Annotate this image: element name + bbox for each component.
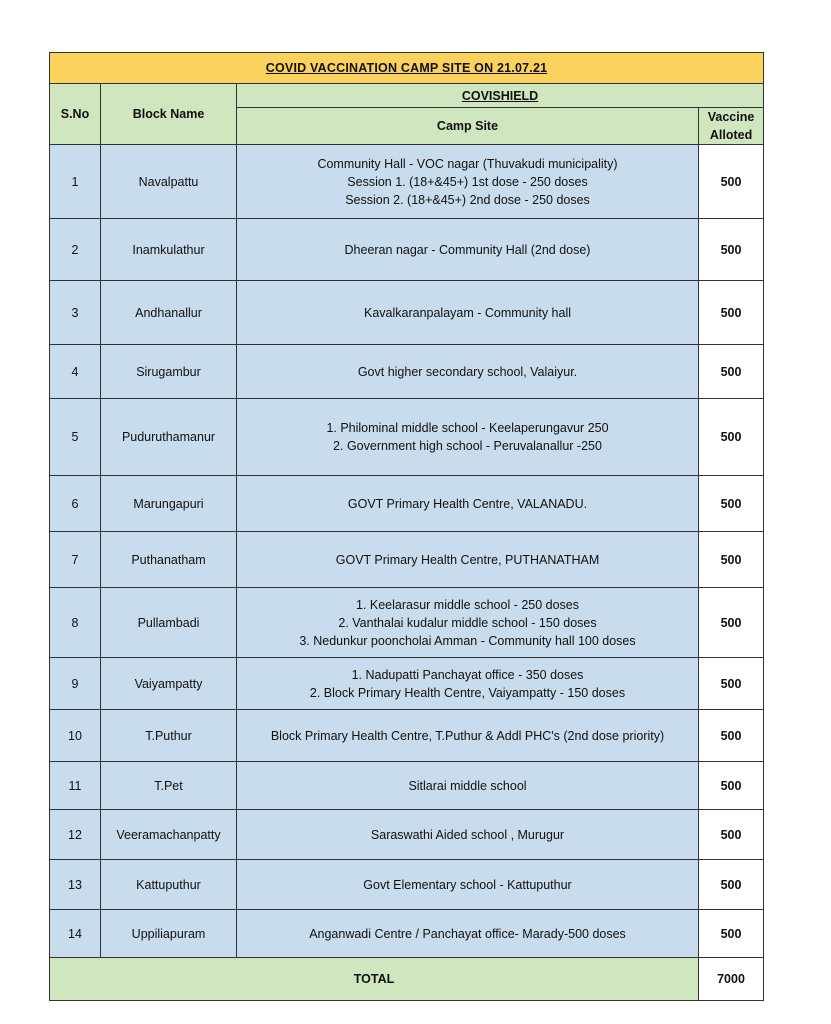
camp-site-line: GOVT Primary Health Centre, PUTHANATHAM [335,552,600,567]
sno-cell: 8 [50,588,101,658]
table-title: COVID VACCINATION CAMP SITE ON 21.07.21 [50,53,764,84]
camp-site-line: Kavalkaranpalayam - Community hall [363,305,572,320]
camp-site-line: 3. Nedunkur pooncholai Amman - Community hall 100 doses [299,633,636,648]
block-name-cell: Puthanatham [101,532,237,588]
camp-site-line: Block Primary Health Centre, T.Puthur & Addl PHC's (2nd dose priority) [270,728,665,743]
table-row [50,762,764,810]
block-name-cell: Marungapuri [101,476,237,532]
sno-cell: 6 [50,476,101,532]
covishield-header: COVISHIELD [237,84,764,108]
block-name-cell: Inamkulathur [101,219,237,281]
camp-site-cell [237,658,699,710]
block-name-cell: T.Puthur [101,710,237,762]
camp-site-line: Govt Elementary school - Kattuputhur [363,877,572,892]
vaccine-alloted-cell: 500 [699,476,764,532]
camp-site-cell [237,399,699,476]
vaccine-alloted-cell: 500 [699,281,764,345]
vaccine-alloted-cell: 500 [699,219,764,281]
sno-cell: 1 [50,145,101,219]
vaccine-alloted-cell: 500 [699,588,764,658]
vaccine-alloted-cell: 500 [699,345,764,399]
camp-site-line: 2. Vanthalai kudalur middle school - 150 doses [338,615,597,630]
block-name-cell: Kattuputhur [101,860,237,910]
vaccine-alloted-cell: 500 [699,762,764,810]
table-row [50,860,764,910]
camp-site-cell [237,762,699,810]
table-row [50,810,764,860]
block-name-cell: T.Pet [101,762,237,810]
camp-site-line: GOVT Primary Health Centre, VALANADU. [347,496,588,511]
camp-site-line: 1. Philominal middle school - Keelaperungavur 250 [326,421,609,435]
total-label: TOTAL [50,958,699,1001]
sno-cell: 4 [50,345,101,399]
camp-site-cell [237,588,699,658]
sno-cell: 5 [50,399,101,476]
camp-site-cell [237,910,699,958]
sno-cell: 11 [50,762,101,810]
block-name-header: Block Name [101,84,237,145]
sno-cell: 10 [50,710,101,762]
vaccine-alloted-header: Vaccine Alloted [699,108,764,145]
total-row [50,958,764,1001]
camp-site-header: Camp Site [237,108,699,145]
table-row [50,476,764,532]
vaccine-alloted-cell: 500 [699,910,764,958]
table-row [50,281,764,345]
sno-cell: 7 [50,532,101,588]
sno-cell: 3 [50,281,101,345]
sno-header: S.No [50,84,101,145]
camp-site-line: Govt higher secondary school, Valaiyur. [357,364,578,379]
camp-site-line: Dheeran nagar - Community Hall (2nd dose) [344,242,591,257]
block-name-cell: Sirugambur [101,345,237,399]
sno-cell: 2 [50,219,101,281]
camp-site-line: Session 1. (18+&45+) 1st dose - 250 doses [347,174,588,189]
sno-cell: 9 [50,658,101,710]
title-row [50,53,764,84]
camp-site-cell [237,710,699,762]
vaccination-camp-table [49,52,764,1001]
camp-site-cell [237,476,699,532]
block-name-cell: Uppiliapuram [101,910,237,958]
table-row [50,145,764,219]
camp-site-line: 1. Keelarasur middle school - 250 doses [355,597,580,612]
block-name-cell: Vaiyampatty [101,658,237,710]
camp-site-cell [237,145,699,219]
sno-cell: 14 [50,910,101,958]
table-row [50,345,764,399]
header-row-1 [50,84,764,108]
camp-site-line: Anganwadi Centre / Panchayat office- Marady-500 doses [309,926,626,941]
camp-site-cell [237,860,699,910]
camp-site-line: 2. Block Primary Health Centre, Vaiyampatty - 150 doses [309,685,626,700]
table-row [50,658,764,710]
camp-site-cell [237,810,699,860]
vaccine-alloted-cell: 500 [699,658,764,710]
block-name-cell: Pullambadi [101,588,237,658]
vaccine-alloted-cell: 500 [699,860,764,910]
table-row [50,399,764,476]
vaccine-alloted-cell: 500 [699,532,764,588]
table-row [50,710,764,762]
block-name-cell: Navalpattu [101,145,237,219]
vaccine-alloted-cell: 500 [699,810,764,860]
table-row [50,910,764,958]
camp-site-line: Saraswathi Aided school , Murugur [370,827,565,842]
total-value: 7000 [699,958,764,1001]
camp-site-cell [237,345,699,399]
table-row [50,219,764,281]
camp-site-line: Sitlarai middle school [408,778,527,793]
block-name-cell: Veeramachanpatty [101,810,237,860]
vaccine-alloted-cell: 500 [699,399,764,476]
camp-site-cell [237,532,699,588]
camp-site-line: 2. Government high school - Peruvalanallur -250 [333,439,602,453]
vaccine-alloted-cell: 500 [699,710,764,762]
block-name-cell: Puduruthamanur [101,399,237,476]
camp-site-cell [237,281,699,345]
camp-site-line: Session 2. (18+&45+) 2nd dose - 250 doses [345,192,590,207]
vaccine-alloted-cell: 500 [699,145,764,219]
sno-cell: 12 [50,810,101,860]
table-row [50,588,764,658]
block-name-cell: Andhanallur [101,281,237,345]
camp-site-cell [237,219,699,281]
table-row [50,532,764,588]
camp-site-line: 1. Nadupatti Panchayat office - 350 doses [351,667,584,682]
camp-site-line: Community Hall - VOC nagar (Thuvakudi municipality) [317,156,618,171]
sno-cell: 13 [50,860,101,910]
